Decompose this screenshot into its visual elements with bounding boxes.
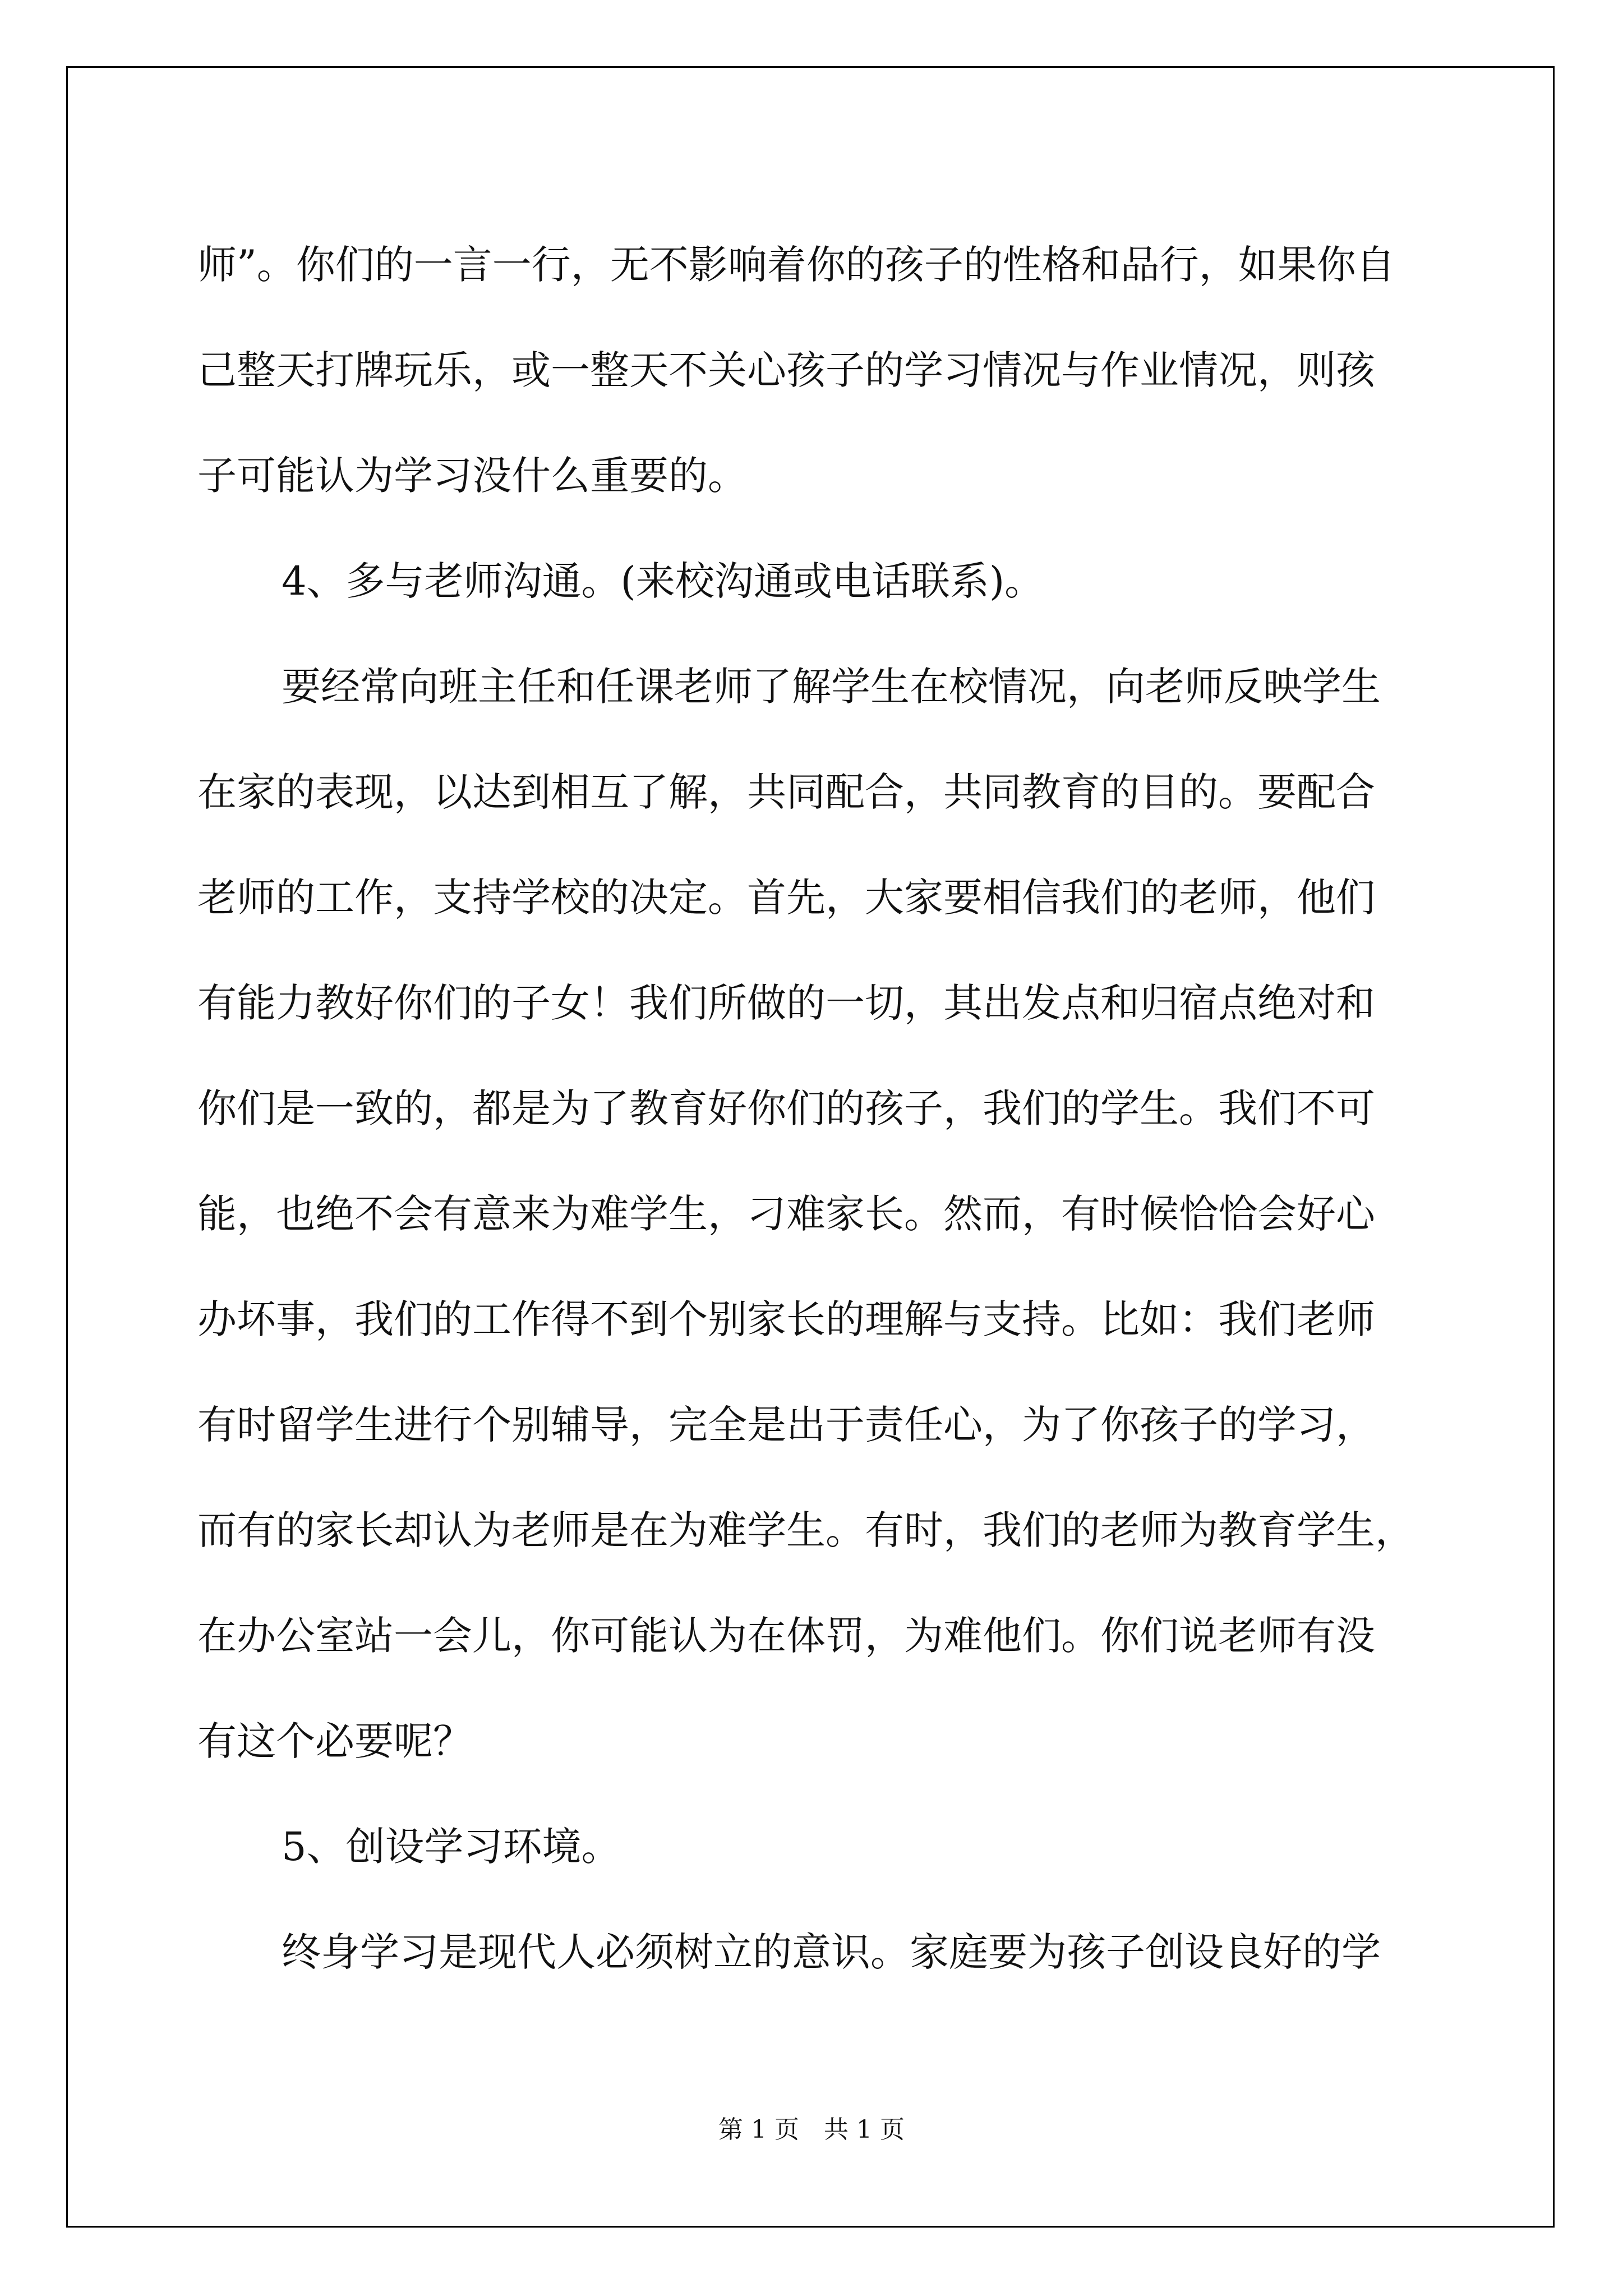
text-line: 子可能认为学习没什么重要的。 <box>197 453 747 499</box>
text-line: 己整天打牌玩乐，或一整天不关心孩子的学习情况与作业情况，则孩 <box>197 347 1375 393</box>
text-line: 有能力教好你们的子女！我们所做的一切，其出发点和归宿点绝对和 <box>197 980 1375 1026</box>
paragraph-start: 要经常向班主任和任课老师了解学生在校情况，向老师反映学生 <box>282 664 1381 710</box>
text-line: 在办公室站一会儿，你可能认为在体罚，为难他们。你们说老师有没 <box>197 1613 1375 1659</box>
text-line: 办坏事，我们的工作得不到个别家长的理解与支持。比如：我们老师 <box>197 1296 1375 1342</box>
text-line: 能，也绝不会有意来为难学生，刁难家长。然而，有时候恰恰会好心 <box>197 1191 1375 1237</box>
text-line: 老师的工作，支持学校的决定。首先，大家要相信我们的老师，他们 <box>197 875 1375 921</box>
text-line: 而有的家长却认为老师是在为难学生。有时，我们的老师为教育学生， <box>197 1507 1414 1553</box>
text-line: 有时留学生进行个别辅导，完全是出于责任心，为了你孩子的学习， <box>197 1402 1375 1448</box>
section-heading: 5、创设学习环境。 <box>282 1824 621 1870</box>
paragraph-start: 终身学习是现代人必须树立的意识。家庭要为孩子创设良好的学 <box>282 1929 1381 1975</box>
page-footer: 第 1 页 共 1 页 <box>718 2115 905 2144</box>
text-line: 有这个必要呢？ <box>197 1718 472 1764</box>
text-line: 在家的表现，以达到相互了解，共同配合，共同教育的目的。要配合 <box>197 769 1375 815</box>
text-line: 你们是一致的，都是为了教育好你们的孩子，我们的学生。我们不可 <box>197 1085 1375 1131</box>
text-line: 师”。你们的一言一行，无不影响着你的孩子的性格和品行，如果你自 <box>197 242 1395 288</box>
section-heading: 4、多与老师沟通。(来校沟通或电话联系)。 <box>282 558 1044 604</box>
document-body <box>197 212 1454 2005</box>
